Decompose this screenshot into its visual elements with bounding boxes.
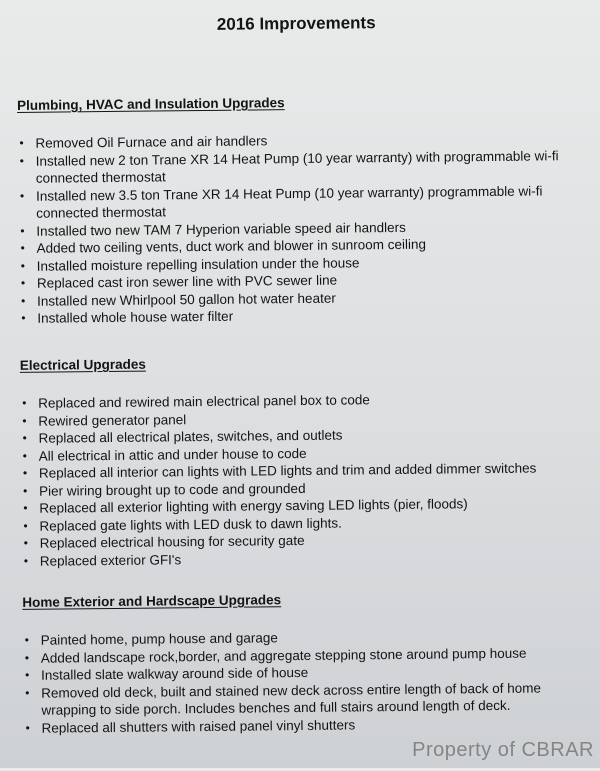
section-heading: Home Exterior and Hardscape Upgrades xyxy=(22,592,282,610)
watermark: Property of CBRAR xyxy=(412,739,594,761)
bullet-list xyxy=(20,389,592,570)
list-item: • Installed new Whirlpool 50 gallon hot water heater xyxy=(19,286,589,309)
list-item: • Painted home, pump house and garage xyxy=(23,626,593,649)
list-item: • Replaced and rewired main electrical panel box to code xyxy=(20,389,590,412)
list-item: • Removed Oil Furnace and air handlers xyxy=(17,129,587,152)
list-item: • All electrical in attic and under house to code xyxy=(21,441,591,464)
list-item: • Added landscape rock,border, and aggregate stepping stone around pump house xyxy=(23,643,593,666)
list-item: • Replaced all interior can lights with LED lights and trim and added dimmer switches xyxy=(21,459,591,482)
list-item: • Added two ceiling vents, duct work and blower in sunroom ceiling xyxy=(18,234,588,257)
list-item: • Removed old deck, built and stained new deck across entire length of back of home wrapping to side porch. Includes benches and full stairs around length of deck. xyxy=(23,678,593,719)
list-item: • Installed two new TAM 7 Hyperion variable speed air handlers xyxy=(18,216,588,239)
list-item: • Rewired generator panel xyxy=(20,406,590,429)
section-plumbing-hvac xyxy=(17,92,589,327)
list-item: • Replaced all exterior lighting with energy saving LED lights (pier, floods) xyxy=(21,494,591,517)
section-electrical xyxy=(20,352,592,570)
bullet-list xyxy=(23,626,594,737)
section-heading: Plumbing, HVAC and Insulation Upgrades xyxy=(16,95,285,113)
list-item: • Replaced all electrical plates, switches, and outlets xyxy=(20,424,590,447)
list-item: • Pier wiring brought up to code and grounded xyxy=(21,476,591,499)
list-item: • Installed moisture repelling insulation under the house xyxy=(19,251,589,274)
list-item: • Replaced all shutters with raised panel vinyl shutters xyxy=(23,713,593,736)
list-item: • Replaced cast iron sewer line with PVC sewer line xyxy=(19,269,589,292)
list-item: • Installed new 2 ton Trane XR 14 Heat Pump (10 year warranty) with programmable wi-fi connected thermostat xyxy=(18,146,588,187)
list-item: • Installed slate walkway around side of house xyxy=(23,661,593,684)
list-item: • Installed whole house water filter xyxy=(19,304,589,327)
list-item: • Replaced gate lights with LED dusk to dawn lights. xyxy=(21,511,591,534)
list-item: • Replaced exterior GFI's xyxy=(22,546,592,569)
section-exterior-hardscape xyxy=(22,589,593,737)
bullet-list xyxy=(17,129,589,327)
list-item: • Replaced electrical housing for security gate xyxy=(22,529,592,552)
list-item: • Installed new 3.5 ton Trane XR 14 Heat Pump (10 year warranty) programmable wi-fi connected thermostat xyxy=(18,181,588,222)
section-heading: Electrical Upgrades xyxy=(19,356,146,373)
page-title: 2016 Improvements xyxy=(216,13,376,34)
